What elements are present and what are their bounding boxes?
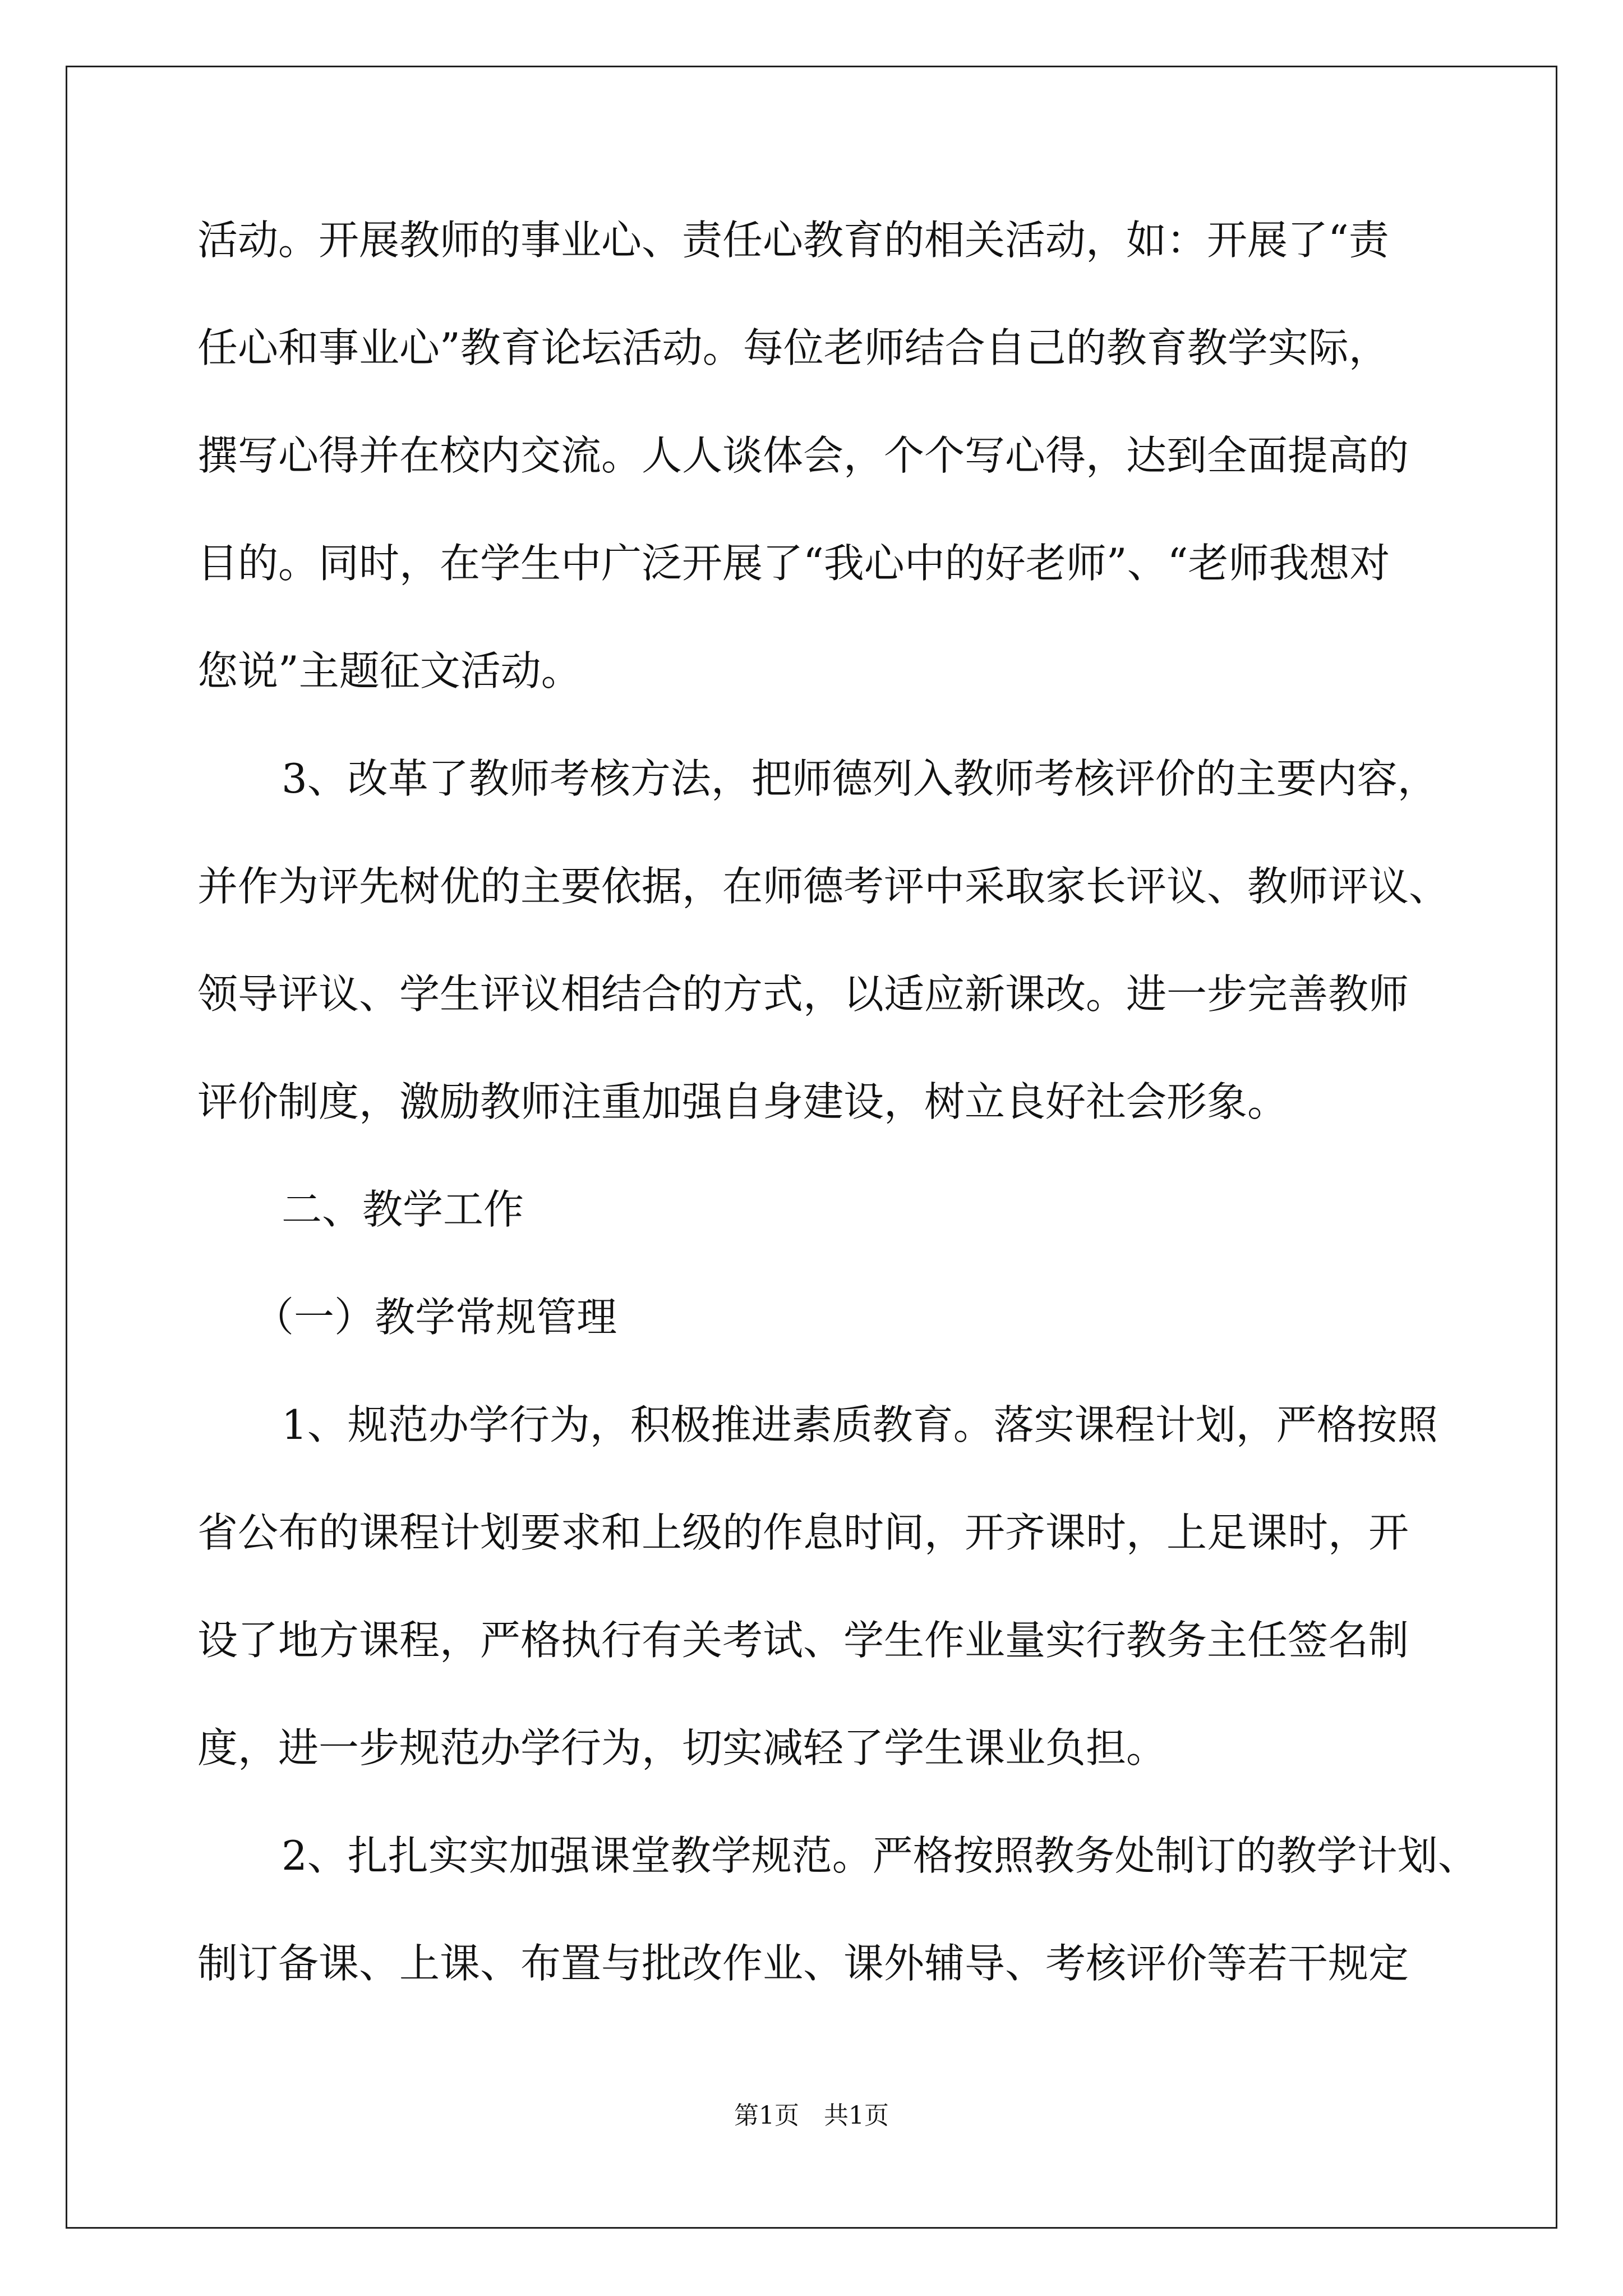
text-line: 任心和事业心”教育论坛活动。每位老师结合自己的教育教学实际， xyxy=(197,324,1389,371)
section-heading: 二、教学工作 xyxy=(282,1186,524,1233)
paragraph-start-line: 2、扎扎实实加强课堂教学规范。严格按照教务处制订的教学计划、 xyxy=(282,1832,1478,1879)
text-line: 评价制度，激励教师注重加强自身建设，树立良好社会形象。 xyxy=(197,1078,1288,1125)
text-line: 活动。开展教师的事业心、责任心教育的相关活动，如：开展了“责 xyxy=(197,217,1389,264)
text-line: 度，进一步规范办学行为，切实减轻了学生课业负担。 xyxy=(197,1724,1167,1772)
paragraph-start-line: 1、规范办学行为，积极推进素质教育。落实课程计划，严格按照 xyxy=(282,1401,1438,1448)
text-line: 并作为评先树优的主要依据，在师德考评中采取家长评议、教师评议、 xyxy=(197,863,1450,910)
text-line: 制订备课、上课、布置与批改作业、课外辅导、考核评价等若干规定 xyxy=(197,1940,1409,1987)
page-border xyxy=(66,66,1557,2229)
paragraph-start-line: 3、改革了教师考核方法，把师德列入教师考核评价的主要内容， xyxy=(282,755,1438,802)
page-footer: 第1页 共1页 xyxy=(734,2101,889,2130)
text-line: 设了地方课程，严格执行有关考试、学生作业量实行教务主任签名制 xyxy=(197,1617,1409,1664)
text-line: 领导评议、学生评议相结合的方式，以适应新课改。进一步完善教师 xyxy=(197,970,1409,1018)
text-line: 撰写心得并在校内交流。人人谈体会，个个写心得，达到全面提高的 xyxy=(197,432,1409,479)
text-line: 您说”主题征文活动。 xyxy=(197,647,582,694)
subsection-heading: （一）教学常规管理 xyxy=(253,1294,617,1341)
text-line: 目的。同时，在学生中广泛开展了“我心中的好老师”、“老师我想对 xyxy=(197,540,1390,587)
text-line: 省公布的课程计划要求和上级的作息时间，开齐课时，上足课时，开 xyxy=(197,1509,1409,1556)
